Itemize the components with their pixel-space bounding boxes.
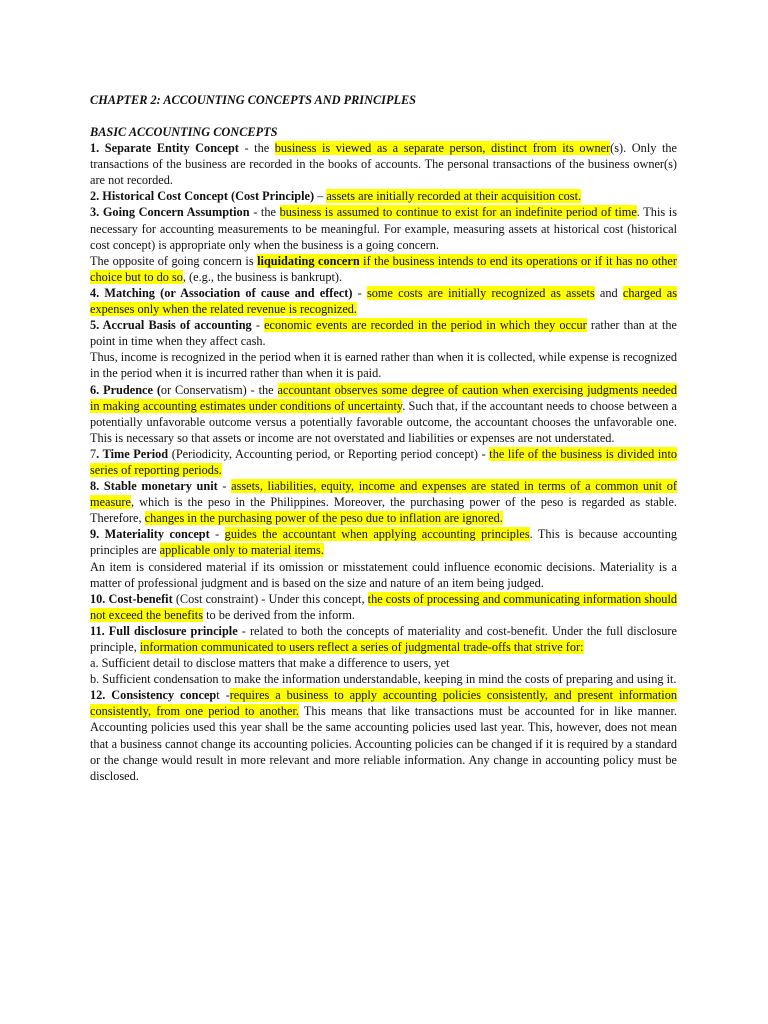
text-run: a. Sufficient detail to disclose matters that make a difference to users, yet — [90, 656, 450, 671]
paragraph — [90, 687, 677, 784]
paragraph — [90, 623, 677, 655]
text-run: . This is necessary for accounting measurements to be meaningful. For example, measuring assets at historical cost (historical cost concept) is appropriate only when the business is a going concern. — [90, 205, 677, 252]
text-run: b. Sufficient condensation to make the information understandable, keeping in mind the costs of preparing and using it. — [90, 672, 677, 687]
text-run: - the — [249, 205, 280, 220]
text-run: An item is considered material if its omission or misstatement could influence economic decisions. Materiality is a matter of professional judgment and is based on the size and nature of an item being judged. — [90, 559, 677, 590]
paragraph — [90, 349, 677, 381]
highlighted-text: requires a business to apply accounting policies consistently, and present information consistently, from one period to another. — [90, 688, 678, 719]
highlighted-text: guides the accountant when applying accounting principles — [224, 527, 530, 542]
text-run: t - — [216, 688, 230, 703]
text-run: This means that like transactions must be accounted for in like manner. Accounting policies used this year shall be the same accounting policies used last year. This, however, does not mean that a business cannot change its accounting policies. Accounting policies can be changed if it is required by a standard or the change would result in more relevant and more reliable information. Any change in accounting policy must be disclosed. — [90, 704, 677, 783]
text-run: rather than at the point in time when they affect cash. — [90, 318, 677, 349]
bold-term: 9. Materiality concept — [90, 527, 210, 542]
text-run: , which is the peso in the Philippines. Moreover, the purchasing power of the peso is regarded as stable. Therefore, — [90, 495, 677, 526]
highlighted-text: applicable only to material items. — [159, 543, 324, 558]
text-run: (Periodicity, Accounting period, or Reporting period concept) - — [168, 446, 490, 461]
bold-term: 12. Consistency concep — [90, 688, 217, 703]
text-run: 7 — [90, 446, 97, 461]
text-run: The opposite of going concern is — [90, 253, 258, 268]
text-run: . Such that, if the accountant needs to choose between a potentially unfavorable outcome versus a potentially favorable outcome, the accountant chooses the unfavorable one. This is necessary so that assets or income are not overstated and liabilities or expenses are not understated. — [90, 398, 677, 445]
bold-term: 3. Going Concern Assumption — [90, 205, 250, 220]
highlighted-text: liquidating concern — [257, 253, 360, 268]
highlighted-text: charged as expenses only when the related revenue is recognized. — [90, 285, 677, 317]
highlighted-text: the costs of processing and communicating information should not exceed the benefits — [90, 591, 678, 622]
bold-term: 6. Prudence ( — [90, 382, 161, 397]
highlighted-text: if the business intends to end its operations or if it has no other choice but to do so — [90, 253, 677, 284]
paragraph — [90, 204, 677, 252]
bold-term: . Time Period — [96, 446, 169, 461]
text-run: or Conservatism) - the — [160, 382, 278, 397]
text-run: - — [209, 527, 225, 542]
bold-term: 4. Matching (or Association of cause and effect) — [90, 285, 353, 300]
bold-term: 10. Cost-benefit — [90, 591, 173, 606]
paragraph — [90, 526, 677, 558]
paragraph — [90, 446, 677, 478]
bold-term: 11. Full disclosure principle — [90, 623, 238, 638]
highlighted-text: assets are initially recorded at their acquisition cost. — [326, 189, 582, 204]
highlighted-text: some costs are initially recognized as assets — [366, 285, 595, 300]
bold-term: 5. Accrual Basis of accounting — [90, 318, 252, 333]
paragraph — [90, 655, 677, 671]
text-run: (s). Only the transactions of the business are recorded in the books of accounts. The personal transactions of the business owner(s) are not recorded. — [90, 141, 677, 188]
paragraph — [90, 140, 677, 188]
text-run: (Cost constraint) - Under this concept, — [172, 591, 368, 606]
text-run: and — [594, 285, 623, 300]
text-run: . This is because accounting principles are — [90, 527, 678, 558]
highlighted-text: assets, liabilities, equity, income and expenses are stated in terms of a common unit of measure — [90, 479, 677, 510]
paragraph — [90, 285, 677, 317]
document-page — [90, 92, 677, 784]
paragraph — [90, 591, 677, 623]
text-run: - related to both the concepts of materiality and cost-benefit. Under the full disclosure principle, — [90, 623, 677, 654]
paragraph — [90, 559, 677, 591]
text-run: - — [217, 479, 232, 494]
bold-term: 8. Stable monetary unit — [90, 479, 218, 494]
paragraph — [90, 478, 677, 526]
text-run: - — [251, 318, 265, 333]
text-run: , (e.g., the business is bankrupt). — [182, 269, 343, 284]
highlighted-text: information communicated to users reflect a series of judgmental trade-offs that strive for: — [139, 640, 584, 654]
highlighted-text: business is viewed as a separate person, distinct from its owner — [274, 141, 611, 156]
bold-term: 1. Separate Entity Concept — [90, 141, 239, 156]
bold-term: 2. Historical Cost Concept (Cost Principle) — [90, 189, 315, 204]
text-run: Thus, income is recognized in the period when it is earned rather than when it is collected, while expense is recognized in the period when it is incurred rather than when it is paid. — [90, 350, 677, 381]
paragraph — [90, 253, 677, 285]
paragraph — [90, 671, 677, 687]
paragraph — [90, 382, 677, 446]
document-body — [90, 140, 677, 784]
text-run: - — [352, 285, 367, 300]
highlighted-text: economic events are recorded in the period in which they occur — [264, 318, 587, 333]
highlighted-text: accountant observes some degree of caution when exercising judgments needed in making accounting estimates under conditions of uncertainty — [90, 382, 677, 413]
highlighted-text: business is assumed to continue to exist for an indefinite period of time — [279, 205, 637, 220]
highlighted-text: the life of the business is divided into series of reporting periods. — [90, 446, 678, 477]
text-run: - the — [238, 141, 275, 156]
chapter-title: CHAPTER 2: ACCOUNTING CONCEPTS AND PRINCIPLES — [90, 93, 417, 107]
paragraph — [90, 317, 677, 349]
section-title: BASIC ACCOUNTING CONCEPTS — [90, 125, 278, 139]
text-run: to be derived from the inform. — [203, 607, 355, 622]
text-run: – — [314, 189, 327, 204]
paragraph — [90, 188, 677, 204]
highlighted-text: changes in the purchasing power of the peso due to inflation are ignored. — [144, 511, 503, 526]
